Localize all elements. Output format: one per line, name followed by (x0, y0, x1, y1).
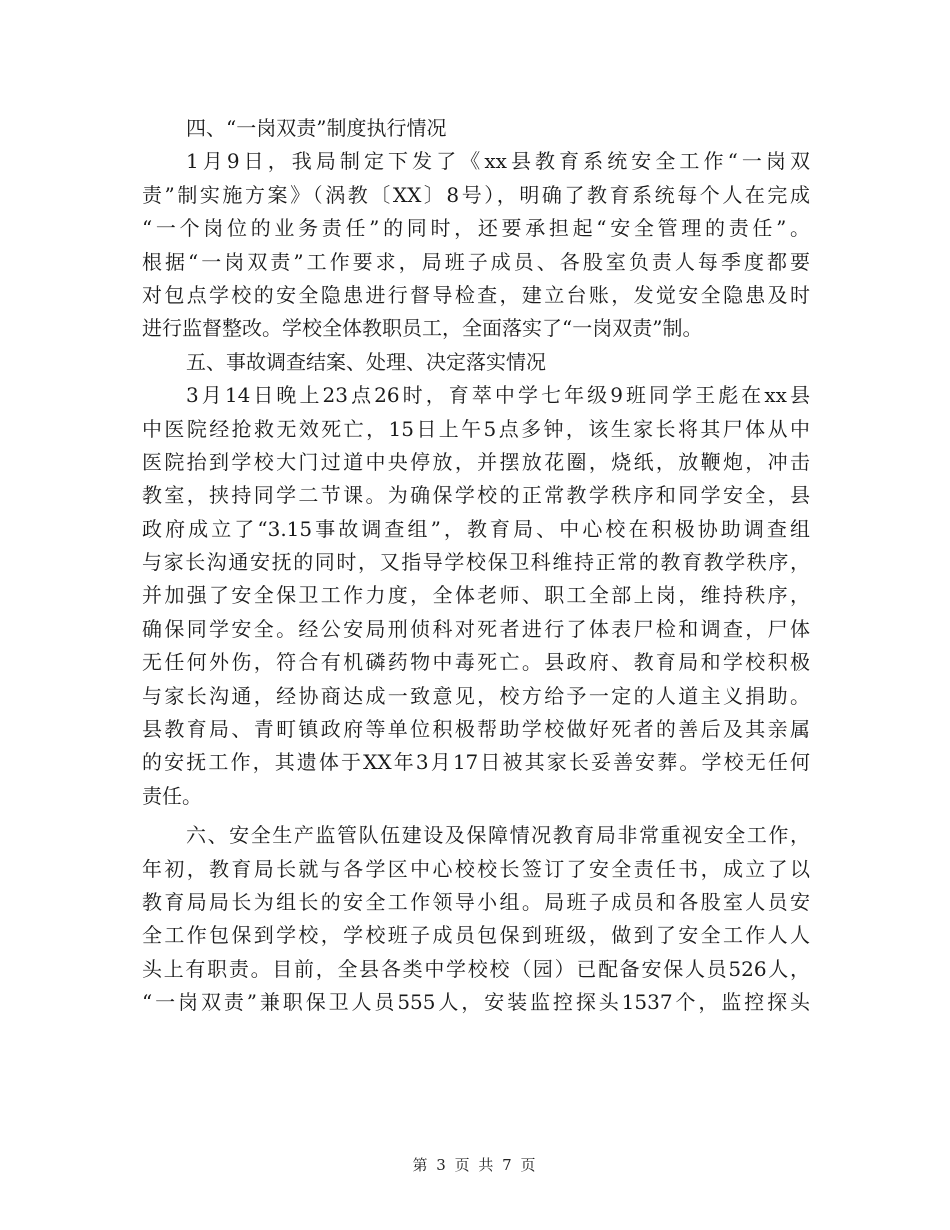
paragraph-line: 与家长沟通安抚的同时，又指导学校保卫科维持正常的教育教学秩序， (142, 550, 810, 575)
paragraph-line: 教育局局长为组长的安全工作领导小组。局班子成员和各股室人员安 (142, 889, 810, 914)
paragraph-line: 教室，挟持同学二节课。为确保学校的正常教学秩序和同学安全，县 (142, 483, 810, 508)
page-number-footer: 第 3 页 共 7 页 (412, 1156, 538, 1174)
paragraph-line: 责”制实施方案》（涡教〔XX〕8号），明确了教育系统每个人在完成 (142, 182, 810, 207)
paragraph-line: 进行监督整改。学校全体教职员工，全面落实了“一岗双责”制。 (142, 316, 703, 341)
paragraph-line: 中医院经抢救无效死亡，15日上午5点多钟，该生家长将其尸体从中 (142, 416, 810, 441)
paragraph-line: “一岗双责”兼职保卫人员555人，安装监控探头1537个，监控探头 (142, 990, 810, 1015)
paragraph-line: 1月9日，我局制定下发了《xx县教育系统安全工作“一岗双 (186, 149, 810, 174)
paragraph-line: 无任何外伤，符合有机磷药物中毒死亡。县政府、教育局和学校积极 (142, 650, 810, 675)
paragraph-line: 根据“一岗双责”工作要求，局班子成员、各股室负责人每季度都要 (142, 249, 810, 274)
paragraph-line: 年初，教育局长就与各学区中心校校长签订了安全责任书，成立了以 (142, 856, 810, 881)
paragraph-line: 县教育局、青町镇政府等单位积极帮助学校做好死者的善后及其亲属 (142, 717, 810, 742)
section-heading-4: 四、“一岗双责”制度执行情况 (186, 116, 447, 140)
paragraph-line: 全工作包保到学校，学校班子成员包保到班级，做到了安全工作人人 (142, 923, 810, 948)
paragraph-line: 并加强了安全保卫工作力度，全体老师、职工全部上岗，维持秩序， (142, 583, 810, 608)
paragraph-line: 与家长沟通，经协商达成一致意见，校方给予一定的人道主义捐助。 (142, 683, 810, 708)
section-heading-5: 五、事故调查结案、处理、决定落实情况 (186, 349, 546, 374)
paragraph-line: 医院抬到学校大门过道中央停放，并摆放花圈，烧纸，放鞭炮，冲击 (142, 449, 810, 474)
paragraph-line: 责任。 (142, 783, 202, 808)
paragraph-line: 政府成立了“3.15事故调查组”，教育局、中心校在积极协助调查组 (142, 516, 810, 541)
paragraph-line: 的安抚工作，其遗体于XX年3月17日被其家长妥善安葬。学校无任何 (142, 750, 810, 775)
document-body (142, 112, 810, 1020)
paragraph-line: 3月14日晚上23点26时，育萃中学七年级9班同学王彪在xx县 (186, 383, 810, 408)
section-heading-6: 六、安全生产监管队伍建设及保障情况教育局非常重视安全工作， (186, 823, 810, 848)
paragraph-line: “一个岗位的业务责任”的同时，还要承担起“安全管理的责任”。 (142, 216, 810, 241)
paragraph-line: 头上有职责。目前，全县各类中学校校（园）已配备安保人员526人， (142, 956, 810, 981)
paragraph-line: 对包点学校的安全隐患进行督导检查，建立台账，发觉安全隐患及时 (142, 282, 810, 307)
paragraph-line: 确保同学安全。经公安局刑侦科对死者进行了体表尸检和调查，尸体 (142, 616, 810, 641)
